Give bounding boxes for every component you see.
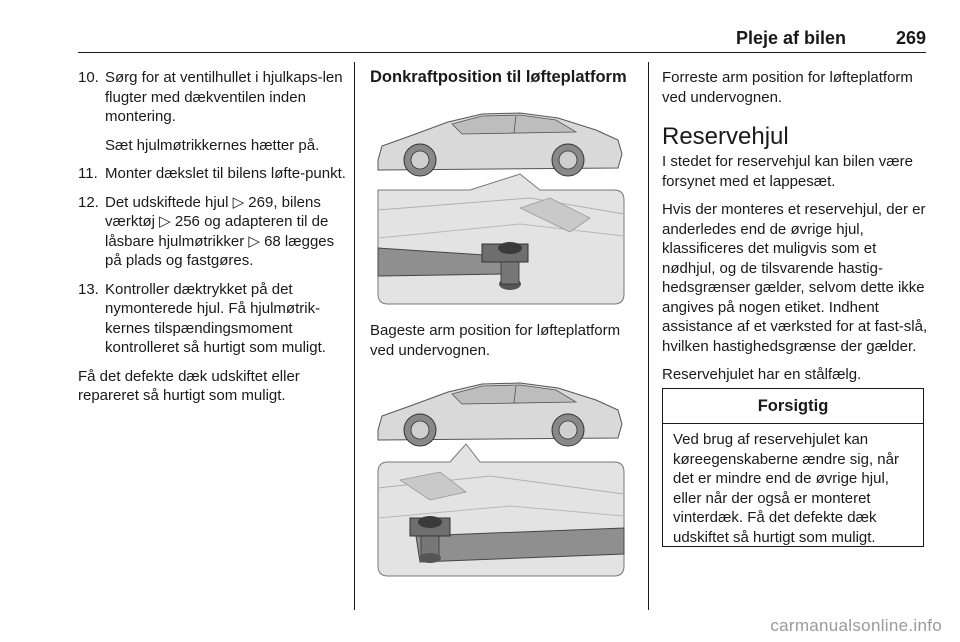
page-ref-link[interactable]: 269 bbox=[248, 193, 274, 211]
spare-wheel-paragraph-2: Hvis der monteres et reservehjul, der er anderledes end de øvrige hjul, klassificeres det muligvis som et nødhjul, og de tilsvarende hastig-hedsgrænser gælder, selvom dette ikke angives på nogen etiket. Indhent assistance af et værksted for at fast-slå, hvilken hastighedsgrænse der gælder. bbox=[662, 201, 928, 355]
page-title: Pleje af bilen bbox=[735, 28, 846, 48]
arrow-reference-icon: ▷ bbox=[159, 213, 175, 230]
rear-lift-point-illustration bbox=[370, 368, 632, 578]
spare-wheel-paragraph-1: I stedet for reservehjul kan bilen være forsynet med et lappesæt. bbox=[662, 153, 913, 190]
watermark: carmanualsonline.info bbox=[770, 616, 942, 635]
front-arm-caption: Forreste arm position for løfteplatform ved undervognen. bbox=[662, 69, 913, 106]
caution-title: Forsigtig bbox=[663, 389, 923, 424]
page-number: 269 bbox=[895, 28, 926, 48]
arrow-reference-icon: ▷ bbox=[248, 232, 265, 250]
rear-arm-caption: Bageste arm position for løfteplatform ved undervognen. bbox=[370, 322, 621, 359]
list-item-11: 11. Monter dækslet til bilens løfte-punkt. bbox=[78, 165, 346, 182]
page-header bbox=[78, 24, 926, 53]
caution-text: Ved brug af reservehjulet kan køreegenskaberne ændre sig, når det er mindre end de øvrige hjul, eller når der også er monteret vinterdæk. Få det defekte dæk udskiftet så hurtigt som muligt. bbox=[673, 431, 899, 546]
column-divider-1 bbox=[354, 62, 355, 610]
front-lift-point-illustration bbox=[370, 98, 632, 306]
page-ref-link[interactable]: 68 bbox=[264, 232, 281, 250]
page-ref-link[interactable]: 256 bbox=[174, 213, 200, 230]
caution-box bbox=[662, 388, 924, 547]
section-title-spare-wheel: Reservehjul bbox=[662, 123, 789, 150]
column-2 bbox=[370, 68, 640, 88]
arrow-reference-icon: ▷ bbox=[232, 193, 249, 211]
list-item-10-sub: Sæt hjulmøtrikkernes hætter på. bbox=[105, 136, 320, 154]
closing-paragraph: Få det defekte dæk udskiftet eller repareret så hurtigt som muligt. bbox=[78, 367, 300, 404]
section-heading-jack: Donkraftposition til løfteplatform bbox=[370, 68, 627, 86]
column-3 bbox=[662, 68, 928, 385]
list-item-10: 10. Sørg for at ventilhullet i hjulkaps-len flugter med dækventilen inden montering. bbox=[78, 69, 343, 125]
spare-wheel-paragraph-3: Reservehjulet har en stålfælg. bbox=[662, 366, 862, 383]
list-item-12: 12. Det udskiftede hjul ▷ 269, bilens værktøj ▷ 256 og adapteren til de låsbare hjulmøtrikker ▷ 68 lægges på plads og fastgøres. bbox=[78, 193, 335, 269]
column-1 bbox=[78, 68, 350, 406]
list-item-13: 13. Kontroller dæktrykket på det nymonterede hjul. Få hjulmøtrik-kernes tilspændingsmoment kontrolleret så hurtigt som muligt. bbox=[78, 280, 326, 356]
column-divider-2 bbox=[648, 62, 649, 610]
